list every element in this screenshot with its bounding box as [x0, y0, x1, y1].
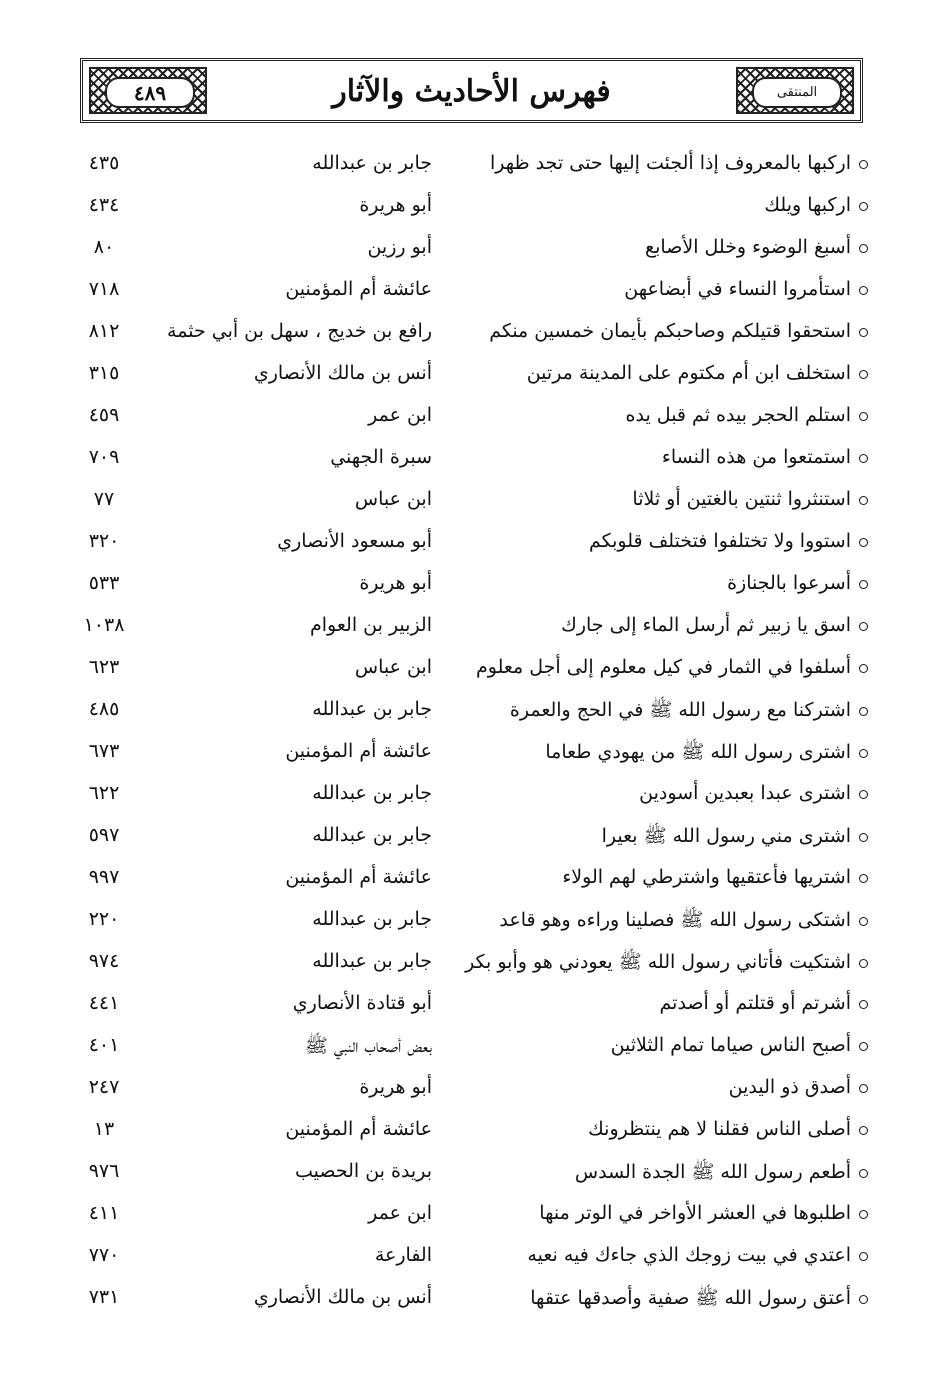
- page-title: فهرس الأحاديث والآثار: [332, 73, 611, 109]
- index-row: [0, 1031, 950, 1073]
- index-row: [0, 1157, 950, 1199]
- hadith-label: استحقوا قتيلكم وصاحبكم بأيمان خمسين منكم: [489, 320, 851, 342]
- hadith-text: [527, 1244, 868, 1266]
- hadith-text: [562, 866, 868, 888]
- hadith-label: اشتكيت فأتاني رسول الله ﷺ يعودني هو وأبو بكر: [465, 951, 851, 973]
- hadith-text: [632, 488, 868, 510]
- hadith-text: [575, 1160, 868, 1188]
- hadith-label: اشترى مني رسول الله ﷺ بعيرا: [601, 825, 851, 847]
- index-row: [0, 1073, 950, 1115]
- page-reference: ٥٣٣: [88, 572, 120, 594]
- narrator-name: أنس بن مالك الأنصاري: [253, 362, 432, 384]
- hadith-label: اركبها ويلك: [764, 194, 851, 216]
- hadith-label: اركبها بالمعروف إذا ألجئت إليها حتى تجد ظهرا: [490, 152, 851, 174]
- narrator-name: ابن عمر: [368, 404, 432, 426]
- bullet-circle-icon: [859, 1042, 868, 1051]
- bullet-circle-icon: [859, 1169, 868, 1178]
- index-row: [0, 275, 950, 317]
- page-reference: ٥٩٧: [88, 824, 120, 846]
- narrator-name: رافع بن خديج ، سهل بن أبي حثمة: [167, 320, 432, 342]
- narrator-name: أبو رزين: [367, 236, 432, 258]
- page-reference: ٢٤٧: [88, 1076, 120, 1098]
- page-reference: ٨١٢: [88, 320, 120, 342]
- hadith-text: [539, 1202, 868, 1224]
- index-row: [0, 401, 950, 443]
- page-reference: ٣١٥: [88, 362, 120, 384]
- header-ornament-left: [89, 67, 207, 114]
- narrator-name: عائشة أم المؤمنين: [285, 278, 432, 300]
- index-row: [0, 359, 950, 401]
- bullet-circle-icon: [859, 244, 868, 253]
- bullet-circle-icon: [859, 1126, 868, 1135]
- narrator-name: جابر بن عبدالله: [312, 698, 432, 720]
- hadith-label: استووا ولا تختلفوا فتختلف قلوبكم: [588, 530, 851, 552]
- narrator-name: أبو هريرة: [359, 572, 432, 594]
- page-number: ٤٨٩: [105, 77, 195, 108]
- bullet-circle-icon: [859, 1295, 868, 1304]
- bullet-circle-icon: [859, 622, 868, 631]
- index-row: [0, 779, 950, 821]
- index-row: [0, 821, 950, 863]
- page-reference: ٨٠: [93, 236, 115, 258]
- page-reference: ٦٧٣: [88, 740, 120, 762]
- bullet-circle-icon: [859, 749, 868, 758]
- hadith-label: اعتدي في بيت زوجك الذي جاءك فيه نعيه: [527, 1244, 851, 1266]
- narrator-name: ابن عباس: [354, 488, 432, 510]
- hadith-text: [490, 152, 868, 174]
- bullet-circle-icon: [859, 959, 868, 968]
- hadith-label: استخلف ابن أم مكتوم على المدينة مرتين: [526, 362, 851, 384]
- page-reference: ١٠٣٨: [83, 614, 125, 636]
- hadith-text: [626, 404, 868, 426]
- hadith-label: استمتعوا من هذه النساء: [661, 446, 851, 468]
- hadith-label: أسبغ الوضوء وخلل الأصابع: [645, 236, 851, 258]
- hadith-label: اشتريها فأعتقيها واشترطي لهم الولاء: [562, 866, 851, 888]
- index-row: [0, 611, 950, 653]
- narrator-name: أبو قتادة الأنصاري: [292, 992, 432, 1014]
- bullet-circle-icon: [859, 1252, 868, 1261]
- index-row: [0, 863, 950, 905]
- narrator-name: الزبير بن العوام: [310, 614, 432, 636]
- narrator-name: جابر بن عبدالله: [312, 782, 432, 804]
- narrator-name: جابر بن عبدالله: [312, 908, 432, 930]
- bullet-circle-icon: [859, 496, 868, 505]
- hadith-text: [527, 362, 868, 384]
- narrator-name: ابن عمر: [368, 1202, 432, 1224]
- hadith-text: [624, 278, 868, 300]
- page-reference: ٩٧٤: [88, 950, 120, 972]
- narrator-name: أنس بن مالك الأنصاري: [253, 1286, 432, 1308]
- page-reference: ٢٢٠: [88, 908, 120, 930]
- hadith-label: اسق يا زبير ثم أرسل الماء إلى جارك: [561, 614, 851, 636]
- narrator-name: عائشة أم المؤمنين: [285, 740, 432, 762]
- hadith-text: [662, 446, 868, 468]
- bullet-circle-icon: [859, 1000, 868, 1009]
- hadith-label: استأمروا النساء في أبضاعهن: [624, 278, 851, 300]
- index-row: [0, 1199, 950, 1241]
- bullet-circle-icon: [859, 790, 868, 799]
- narrator-name: الفارعة: [374, 1244, 432, 1266]
- hadith-label: اطلبوها في العشر الأواخر في الوتر منها: [539, 1202, 851, 1224]
- hadith-text: [639, 782, 868, 804]
- hadith-label: أطعم رسول الله ﷺ الجدة السدس: [574, 1161, 851, 1183]
- index-row: [0, 233, 950, 275]
- narrator-name: جابر بن عبدالله: [312, 152, 432, 174]
- page-reference: ٧٧: [93, 488, 115, 510]
- hadith-label: اشترى عبدا بعبدين أسودين: [639, 782, 851, 804]
- bullet-circle-icon: [859, 412, 868, 421]
- bullet-circle-icon: [859, 874, 868, 883]
- bullet-circle-icon: [859, 538, 868, 547]
- bullet-circle-icon: [859, 917, 868, 926]
- page-reference: ٤٣٥: [88, 152, 120, 174]
- narrator-name: أبو مسعود الأنصاري: [277, 530, 432, 552]
- index-row: [0, 653, 950, 695]
- narrator-name: بعض أصحاب النبي ﷺ: [304, 1035, 432, 1057]
- hadith-label: أعتق رسول الله ﷺ صفية وأصدقها عتقها: [530, 1287, 851, 1309]
- hadith-text: [561, 614, 868, 636]
- page-reference: ٩٩٧: [88, 866, 120, 888]
- hadith-label: أصلى الناس فقلنا لا هم ينتظرونك: [588, 1118, 851, 1140]
- hadith-text: [727, 572, 868, 594]
- bullet-circle-icon: [859, 286, 868, 295]
- bullet-circle-icon: [859, 370, 868, 379]
- running-header: [80, 58, 863, 123]
- index-row: [0, 527, 950, 569]
- hadith-text: [645, 236, 868, 258]
- hadith-text: [602, 824, 868, 852]
- page-reference: ٧٠٩: [88, 446, 120, 468]
- narrator-name: جابر بن عبدالله: [312, 824, 432, 846]
- index-row: [0, 989, 950, 1031]
- page-reference: ١٣: [93, 1118, 115, 1140]
- narrator-name: عائشة أم المؤمنين: [285, 1118, 432, 1140]
- page-reference: ٦٢٣: [88, 656, 120, 678]
- hadith-text: [589, 530, 868, 552]
- index-row: [0, 149, 950, 191]
- index-row: [0, 317, 950, 359]
- bullet-circle-icon: [859, 833, 868, 842]
- hadith-text: [510, 698, 868, 726]
- index-row: [0, 443, 950, 485]
- page-reference: ٤٨٥: [88, 698, 120, 720]
- hadith-label: استنثروا ثنتين بالغتين أو ثلاثا: [632, 488, 851, 510]
- page-reference: ٤٤١: [88, 992, 120, 1014]
- index-row: [0, 947, 950, 989]
- page-reference: ٦٢٢: [88, 782, 120, 804]
- hadith-text: [588, 1118, 868, 1140]
- hadith-label: أصدق ذو اليدين: [728, 1076, 851, 1098]
- hadith-text: [489, 320, 868, 342]
- bullet-circle-icon: [859, 580, 868, 589]
- bullet-circle-icon: [859, 1210, 868, 1219]
- page-reference: ٤٣٤: [88, 194, 120, 216]
- narrator-name: بريدة بن الحصيب: [294, 1160, 432, 1182]
- index-row: [0, 485, 950, 527]
- index-row: [0, 1241, 950, 1283]
- bullet-circle-icon: [859, 707, 868, 716]
- page-reference: ٣٢٠: [88, 530, 120, 552]
- bullet-circle-icon: [859, 160, 868, 169]
- hadith-label: أسرعوا بالجنازة: [727, 572, 851, 594]
- hadith-text: [611, 1034, 868, 1056]
- page-reference: ٧٧٠: [88, 1244, 120, 1266]
- index-row: [0, 1283, 950, 1325]
- page-reference: ٤٠١: [88, 1034, 120, 1056]
- index-row: [0, 191, 950, 233]
- hadith-label: اشتركنا مع رسول الله ﷺ في الحج والعمرة: [509, 699, 851, 721]
- hadith-text: [660, 992, 868, 1014]
- narrator-name: أبو هريرة: [359, 194, 432, 216]
- bullet-circle-icon: [859, 664, 868, 673]
- page-reference: ٩٧٦: [88, 1160, 120, 1182]
- page-reference: ٧١٨: [88, 278, 120, 300]
- narrator-name: سبرة الجهني: [330, 446, 432, 468]
- narrator-name: ابن عباس: [354, 656, 432, 678]
- narrator-name: جابر بن عبدالله: [312, 950, 432, 972]
- page-reference: ٤٥٩: [88, 404, 120, 426]
- hadith-index-list: [0, 149, 950, 1325]
- index-row: [0, 1115, 950, 1157]
- bullet-circle-icon: [859, 454, 868, 463]
- hadith-label: اشترى رسول الله ﷺ من يهودي طعاما: [545, 741, 851, 763]
- hadith-label: اشتكى رسول الله ﷺ فصلينا وراءه وهو قاعد: [499, 909, 851, 931]
- hadith-text: [545, 740, 868, 768]
- hadith-text: [764, 194, 868, 216]
- hadith-text: [530, 1286, 868, 1314]
- bullet-circle-icon: [859, 202, 868, 211]
- narrator-name: عائشة أم المؤمنين: [285, 866, 432, 888]
- book-logo: المنتقى: [752, 77, 842, 108]
- hadith-text: [729, 1076, 868, 1098]
- index-row: [0, 695, 950, 737]
- page-reference: ٤١١: [88, 1202, 120, 1224]
- index-row: [0, 737, 950, 779]
- narrator-name: أبو هريرة: [359, 1076, 432, 1098]
- hadith-label: أسلفوا في الثمار في كيل معلوم إلى أجل معلوم: [475, 656, 851, 678]
- index-row: [0, 569, 950, 611]
- hadith-text: [476, 656, 868, 678]
- hadith-text: [465, 950, 868, 978]
- page-reference: ٧٣١: [88, 1286, 120, 1308]
- hadith-text: [499, 908, 868, 936]
- hadith-label: أصبح الناس صياما تمام الثلاثين: [610, 1034, 851, 1056]
- header-ornament-right: [736, 67, 854, 114]
- index-row: [0, 905, 950, 947]
- hadith-label: استلم الحجر بيده ثم قبل يده: [625, 404, 851, 426]
- hadith-label: أشرتم أو قتلتم أو أصدتم: [659, 992, 851, 1014]
- bullet-circle-icon: [859, 328, 868, 337]
- bullet-circle-icon: [859, 1084, 868, 1093]
